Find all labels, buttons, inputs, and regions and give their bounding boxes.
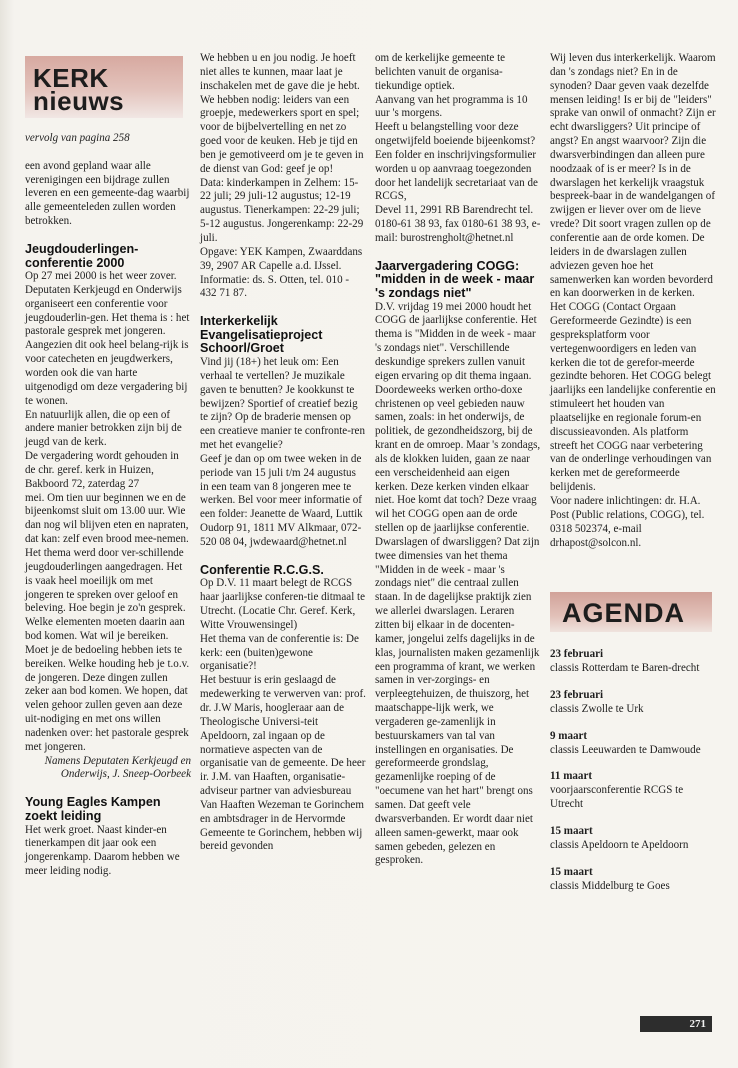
kerk-nieuws-masthead bbox=[25, 56, 183, 118]
agenda-text: classis Rotterdam te Baren-drecht bbox=[550, 662, 700, 675]
masthead-line-1: KERK bbox=[33, 63, 109, 93]
page-number: 271 bbox=[640, 1016, 712, 1032]
agenda-text: classis Middelburg te Goes bbox=[550, 879, 670, 892]
conferentie-paragraph-3: Het bestuur is erin geslaagd de medewerking te verwerven van: prof. dr. J.W Maris, hoogleraar aan de Theologische Universi-teit Apeldoorn, zal ingaan op de normatieve aspecten van de organisatie van de gemeente. De heer ir. J.M. van Haaften, organisatie-adviseur partner van adviesbureau Van Haaften Wezeman te Gorinchem en ambtsdrager in de Hervormde Gemeente te Gorinchem, hebben wij bereid gevonden bbox=[200, 674, 366, 853]
conferentie-contact: Devel 11, 2991 RB Barendrecht tel. 0180-61 38 93, fax 0180-61 38 93, e-mail: burostrengholt@hetnet.nl bbox=[375, 204, 541, 244]
column-1 bbox=[25, 56, 191, 879]
conferentie-paragraph-4: om de kerkelijke gemeente te belichten vanuit de organisa-tiekundige optiek. bbox=[375, 52, 506, 92]
conferentie-paragraph-2: Het thema van de conferentie is: De kerk: een (buiten)gewone organisatie?! bbox=[200, 632, 359, 673]
agenda-text: classis Leeuwarden te Damwoude bbox=[550, 743, 701, 756]
jeugd-heading: Jeugdouderlingen-conferentie 2000 bbox=[25, 241, 139, 270]
agenda-date: 11 maart bbox=[550, 770, 593, 783]
cogg-paragraph-2: Doordeweeks werken ortho-doxe christenen op veel gebieden nauw samen, zoals: in het onderwijs, de politiek, de gezondheidszorg, bij de krant en de omroep. Maar 's zondags, als de klokken luiden, gaan ze naar een verscheidenheid aan eigen kerken. Deze kerken vinden elkaar niet. Hoe komt dat toch? Deze vraag wil het COGG open aan de orde stellen op de jaarlijkse conferentie. bbox=[375, 383, 541, 535]
conferentie-rcgs-heading: Conferentie R.C.G.S. bbox=[200, 562, 324, 577]
column-4 bbox=[550, 52, 716, 906]
interkerkelijk-paragraph-2: Geef je dan op om twee weken in de periode van 15 juli t/m 24 augustus in een team van 8 jongeren mee te werken. Bel voor meer informatie of een folder: Jeanette de Waard, Luttik Oudorp 91, 1811 MV Alkmaar, 072-520 08 04, jwdewaard@hetnet.nl bbox=[200, 452, 363, 548]
cogg-paragraph-3: Dwarslagen of dwarsliggen? Dat zijn twee dimensies van het thema "Midden in de week - maar 's zondags niet" die centraal zullen staan. In de dagelijkse praktijk zien we allerlei dwarslagen. Leraren zitten bij elkaar in de docenten-kamer, jongelui zelfs dagelijks in de klas, journalisten maken gezamenlijk een programma of krant, we werken samen in ver-zorgings- en verpleegtehuizen, de thuiszorg, het maatschappe-lijk werk, we vergaderen ge-zamenlijk in bestuurskamers van tal van instellingen en organisaties. De gereformeerde grondslag, gezamenlijke roeping of de "oecumene van het hart" brengt ons samen. Dat geeft vele dwarsverbanden. Er wordt daar niet alleen samen-gewerkt, maar ook samen gebeden, gelezen en gesproken. bbox=[375, 535, 540, 867]
conferentie-paragraph-1: Op D.V. 11 maart belegt de RCGS haar jaarlijkse conferen-tie ditmaal te Utrecht. (Locatie Chr. Geref. Kerk, Witte Vrouwensingel) bbox=[200, 577, 366, 631]
cogg-heading: Jaarvergadering COGG: "midden in de week - maar 's zondags niet" bbox=[375, 258, 535, 300]
jeugd-paragraph-5: Het thema werd door ver-schillende jeugdouderlingen aangedragen. Het is vaak heel moeilijk om met jongeren te spreken over geloof en beleving. Hoe begin je zo'n gesprek. Welke elementen moeten daarin aan bod komen. Wat wil je bereiken. Moet je de bedoeling hebben iets te bereiken. Welke houding heb je t.o.v. de jongeren. Deze dingen zullen zeker aan bod komen. We hopen, dat velen gehoor zullen geven aan deze uit-nodiging en met ons willen nadenken over: het pastorale gesprek met jongeren. bbox=[25, 546, 190, 753]
agenda-item bbox=[550, 648, 716, 676]
agenda-text: classis Apeldoorn te Apeldoorn bbox=[550, 838, 689, 851]
cogg-paragraph-4: Wij leven dus interkerkelijk. Waarom dan 's zondags niet? En in de synoden? Daar geven vaak dezelfde mensen leiding! Is er bij de "leiders" sprake van onwil of onmacht? Zijn er echt dwarsliggers? Uit principe of angst? En angst waarvoor? Zijn die dwarsverbindingen dan alleen pure noodzaak of is er meer? Is in de dwarslagen het kerkelijk vraagstuk bespreek-baar in de wandelgangen of zwijgen er liever over om de lieve vrede? Dit soort vragen zullen op de conferentie aan de orde komen. De leiders in de dwarslagen zullen adviezen geven hoe het samenwerken kan worden bevorderd en kan doorwerken in de kerken. bbox=[550, 52, 716, 300]
agenda-item bbox=[550, 825, 716, 853]
agenda-text: classis Zwolle te Urk bbox=[550, 702, 644, 715]
agenda-text: voorjaarsconferentie RCGS te Utrecht bbox=[550, 784, 684, 811]
agenda-item bbox=[550, 689, 716, 717]
young-eagles-dates: Data: kinderkampen in Zelhem: 15-22 juli; 29 juli-12 augustus; 12-19 augustus. Tienerkampen: 22-29 juli; 5-12 augustus. Jongerenkamp: 22-29 juli. bbox=[200, 176, 364, 244]
continued-note: vervolg van pagina 258 bbox=[25, 132, 130, 144]
conferentie-paragraph-6: Heeft u belangstelling voor deze ongetwijfeld boeiende bijeenkomst? Een folder en inschrijvingsformulier worden u op aanvraag toegezonden door het landelijk secretariaat van de RCGS, bbox=[375, 121, 538, 203]
agenda-date: 23 februari bbox=[550, 648, 604, 661]
jeugd-signature: Namens Deputaten Kerkjeugd en Onderwijs, J. Sneep-Oorbeek bbox=[44, 754, 191, 781]
interkerkelijk-paragraph-1: Vind jij (18+) het leuk om: Een verhaal te vertellen? Je muzikale gaven te benutten? Je kookkunst te bewijzen? Sportief of creatief bezig te zijn? Op de braderie mensen op een creatieve manier te confronte-ren met het evangelie? bbox=[200, 355, 365, 452]
column-3 bbox=[375, 52, 541, 868]
agenda-date: 15 maart bbox=[550, 865, 593, 878]
interkerkelijk-heading: Interkerkelijk Evangelisatieproject Schoorl/Groet bbox=[200, 314, 323, 356]
cogg-paragraph-5: Het COGG (Contact Orgaan Gereformeerde Gezindte) is een gespreksplatform voor vertegenwoordigers en leden van kerken die tot de gerefor-meerde gezindte behoren. Het COGG belegt jaarlijks een landelijke conferentie en stimuleert het houden van plaatselijke en regionale forum-en discussieavonden. Als platform streeft het COGG naar verbetering van de onderlinge verhoudingen van kerken met de gereformeerde belijdenis. bbox=[550, 301, 716, 494]
column-2 bbox=[200, 52, 366, 854]
agenda-item bbox=[550, 730, 716, 758]
young-eagles-heading: Young Eagles Kampen zoekt leiding bbox=[25, 795, 161, 823]
agenda-title: AGENDA bbox=[562, 598, 686, 629]
jeugd-paragraph-3: De vergadering wordt gehouden in de chr. geref. kerk in Huizen, Bakboord 72, zaterdag 27 bbox=[25, 450, 179, 490]
cogg-contact: Voor nadere inlichtingen: dr. H.A. Post (Public relations, COGG), tel. 0318 502374, e-mail drhapost@solcon.nl. bbox=[550, 495, 705, 549]
jeugd-paragraph-1: Op 27 mei 2000 is het weer zover. Deputaten Kerkjeugd en Onderwijs organiseert een conferentie voor jeugdouderlin-gen. Het thema is : het pastorale gesprek met jongeren. Aangezien dit ook heel belang-rijk is voor catecheten en jeugdwerkers, worden ook die van harte uitgenodigd om deze vergadering bij te wonen. bbox=[25, 270, 190, 407]
agenda-date: 9 maart bbox=[550, 729, 588, 742]
young-eagles-paragraph-2: We hebben u en jou nodig. Je hoeft niet alles te kunnen, maar laat je inschakelen met de gave die je hebt. We hebben nodig: leiders van een groepje, medewerkers sport en spel; voor de bijbelvertelling en net zo goed voor de keuken. Heb je tijd en ben je gemotiveerd om je te geven in de dienst van God: geef je op! bbox=[200, 52, 364, 175]
young-eagles-contact: Opgave: YEK Kampen, Zwaarddans 39, 2907 AR Capelle a.d. IJssel. Informatie: ds. S. Otten, tel. 010 - 432 71 87. bbox=[200, 245, 363, 300]
agenda-date: 23 februari bbox=[550, 689, 604, 702]
cogg-paragraph-1: D.V. vrijdag 19 mei 2000 houdt het COGG de jaarlijkse conferentie. Het thema is "Midden in de week - maar 's zondags niet". Verschillende deskundige sprekers zullen vanuit eigen ervaring op dit thema ingaan. bbox=[375, 300, 537, 382]
agenda-header bbox=[550, 592, 712, 632]
agenda-item bbox=[550, 866, 716, 894]
intro-paragraph: een avond gepland waar alle verenigingen een bijdrage zullen leveren en een gemeente-dag waarbij alle gemeenteleden zullen worden betrokken. bbox=[25, 159, 190, 228]
jeugd-paragraph-4: mei. Om tien uur beginnen we en de bijeenkomst sluit om 13.00 uur. Wie dan nog wil blijven eten en napraten, dat kan: zelf even brood mee-nemen. bbox=[25, 491, 189, 546]
masthead-line-2: nieuws bbox=[33, 86, 125, 116]
conferentie-paragraph-5: Aanvang van het programma is 10 uur 's morgens. bbox=[375, 93, 528, 120]
jeugd-paragraph-2: En natuurlijk allen, die op een of andere manier betrokken zijn bij de jeugd van de kerk. bbox=[25, 408, 182, 449]
young-eagles-paragraph-1: Het werk groet. Naast kinder-en tienerkampen dit jaar ook een jongerenkamp. Daarom hebben we meer leiding nodig. bbox=[25, 823, 180, 878]
agenda-item bbox=[550, 770, 716, 812]
agenda-date: 15 maart bbox=[550, 824, 593, 837]
